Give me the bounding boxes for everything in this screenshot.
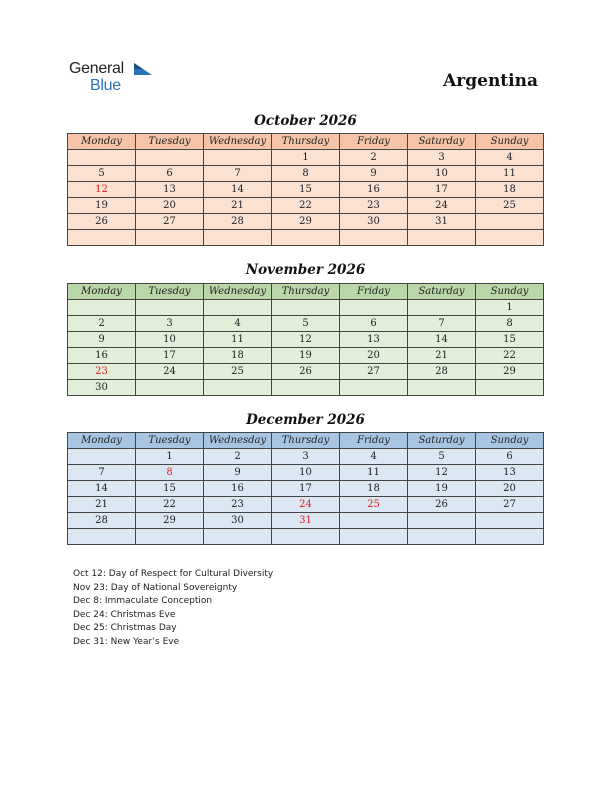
day-cell: 12	[272, 332, 340, 348]
day-cell: 20	[340, 348, 408, 364]
day-cell: 22	[476, 348, 544, 364]
day-cell: 17	[408, 182, 476, 198]
day-cell: 28	[204, 214, 272, 230]
month-title: November 2026	[245, 262, 366, 278]
day-cell	[408, 380, 476, 396]
day-cell	[340, 380, 408, 396]
week-row	[68, 449, 544, 465]
day-cell: 7	[204, 166, 272, 182]
week-row	[68, 182, 544, 198]
day-cell: 14	[68, 481, 136, 497]
logo-triangle-icon	[133, 62, 153, 76]
day-cell: 17	[272, 481, 340, 497]
day-cell: 18	[476, 182, 544, 198]
day-cell	[476, 380, 544, 396]
day-cell	[340, 513, 408, 529]
day-cell	[408, 300, 476, 316]
day-cell: 3	[272, 449, 340, 465]
week-row	[68, 497, 544, 513]
day-cell: 18	[340, 481, 408, 497]
day-cell: 25	[204, 364, 272, 380]
holiday-note: Dec 25: Christmas Day	[73, 623, 177, 634]
day-cell: 30	[340, 214, 408, 230]
day-cell: 5	[68, 166, 136, 182]
day-cell: 19	[272, 348, 340, 364]
logo-word-blue: Blue	[90, 77, 121, 94]
day-cell: 27	[136, 214, 204, 230]
day-cell: 22	[272, 198, 340, 214]
day-cell: 2	[340, 150, 408, 166]
day-cell: 31	[272, 513, 340, 529]
weekday-header: Saturday	[408, 284, 476, 300]
holiday-note: Dec 24: Christmas Eve	[73, 609, 176, 620]
day-cell	[204, 380, 272, 396]
day-cell	[476, 214, 544, 230]
weekday-header: Wednesday	[204, 284, 272, 300]
day-cell: 27	[340, 364, 408, 380]
week-row	[68, 166, 544, 182]
day-cell: 27	[476, 497, 544, 513]
day-cell: 19	[68, 198, 136, 214]
day-cell: 6	[340, 316, 408, 332]
day-cell: 24	[272, 497, 340, 513]
day-cell: 15	[272, 182, 340, 198]
day-cell: 16	[68, 348, 136, 364]
weekday-header: Saturday	[408, 433, 476, 449]
day-cell: 21	[204, 198, 272, 214]
week-row	[68, 214, 544, 230]
day-cell	[476, 529, 544, 545]
day-cell	[204, 529, 272, 545]
day-cell: 13	[340, 332, 408, 348]
day-cell: 20	[476, 481, 544, 497]
day-cell	[408, 513, 476, 529]
day-cell	[136, 529, 204, 545]
day-cell: 12	[408, 465, 476, 481]
holiday-note: Dec 8: Immaculate Conception	[73, 596, 213, 607]
day-cell: 13	[136, 182, 204, 198]
day-cell	[68, 230, 136, 246]
week-row	[68, 529, 544, 545]
day-cell: 10	[136, 332, 204, 348]
logo-word-general: General	[69, 60, 124, 77]
day-cell	[68, 449, 136, 465]
day-cell: 7	[408, 316, 476, 332]
day-cell: 3	[136, 316, 204, 332]
day-cell: 19	[408, 481, 476, 497]
day-cell: 12	[68, 182, 136, 198]
week-row	[68, 465, 544, 481]
week-row	[68, 300, 544, 316]
weekday-header: Wednesday	[204, 433, 272, 449]
day-cell: 26	[408, 497, 476, 513]
day-cell	[68, 150, 136, 166]
day-cell: 15	[136, 481, 204, 497]
holiday-notes	[73, 568, 273, 650]
weekday-header: Monday	[68, 134, 136, 150]
day-cell: 4	[476, 150, 544, 166]
weekday-header-row	[68, 134, 544, 150]
day-cell: 29	[476, 364, 544, 380]
weekday-header: Thursday	[272, 134, 340, 150]
day-cell	[136, 230, 204, 246]
day-cell	[204, 150, 272, 166]
day-cell: 9	[340, 166, 408, 182]
day-cell: 10	[408, 166, 476, 182]
weekday-header: Friday	[340, 134, 408, 150]
day-cell	[204, 300, 272, 316]
weekday-header: Thursday	[272, 433, 340, 449]
weekday-header: Friday	[340, 284, 408, 300]
day-cell	[136, 300, 204, 316]
day-cell: 5	[272, 316, 340, 332]
day-cell: 29	[136, 513, 204, 529]
day-cell: 5	[408, 449, 476, 465]
day-cell: 2	[68, 316, 136, 332]
day-cell: 11	[340, 465, 408, 481]
weekday-header: Sunday	[476, 433, 544, 449]
weekday-header: Sunday	[476, 284, 544, 300]
day-cell: 28	[408, 364, 476, 380]
day-cell: 17	[136, 348, 204, 364]
day-cell: 1	[136, 449, 204, 465]
day-cell	[476, 230, 544, 246]
weekday-header: Saturday	[408, 134, 476, 150]
day-cell: 16	[204, 481, 272, 497]
week-row	[68, 332, 544, 348]
day-cell	[272, 380, 340, 396]
week-row	[68, 198, 544, 214]
day-cell: 8	[136, 465, 204, 481]
day-cell: 15	[476, 332, 544, 348]
week-row	[68, 364, 544, 380]
day-cell	[136, 380, 204, 396]
week-row	[68, 348, 544, 364]
day-cell: 24	[408, 198, 476, 214]
holiday-note: Dec 31: New Year’s Eve	[73, 636, 180, 647]
week-row	[68, 380, 544, 396]
calendar-december	[67, 432, 544, 545]
day-cell: 4	[204, 316, 272, 332]
week-row	[68, 481, 544, 497]
day-cell: 11	[476, 166, 544, 182]
day-cell	[136, 150, 204, 166]
day-cell: 8	[476, 316, 544, 332]
day-cell: 31	[408, 214, 476, 230]
month-title: October 2026	[254, 113, 357, 129]
day-cell: 23	[204, 497, 272, 513]
day-cell	[68, 529, 136, 545]
day-cell	[340, 230, 408, 246]
day-cell: 2	[204, 449, 272, 465]
day-cell	[204, 230, 272, 246]
weekday-header: Tuesday	[136, 284, 204, 300]
holiday-note: Nov 23: Day of National Sovereignty	[73, 582, 238, 593]
day-cell: 21	[408, 348, 476, 364]
day-cell: 6	[476, 449, 544, 465]
day-cell	[476, 513, 544, 529]
day-cell: 23	[340, 198, 408, 214]
weekday-header: Monday	[68, 284, 136, 300]
week-row	[68, 316, 544, 332]
day-cell: 9	[204, 465, 272, 481]
weekday-header: Tuesday	[136, 433, 204, 449]
weekday-header: Friday	[340, 433, 408, 449]
weekday-header: Tuesday	[136, 134, 204, 150]
day-cell	[68, 300, 136, 316]
month-title: December 2026	[246, 412, 365, 428]
week-row	[68, 230, 544, 246]
day-cell: 1	[476, 300, 544, 316]
generalblue-logo	[69, 60, 169, 96]
day-cell: 11	[204, 332, 272, 348]
day-cell: 28	[68, 513, 136, 529]
day-cell	[272, 529, 340, 545]
day-cell: 3	[408, 150, 476, 166]
day-cell: 8	[272, 166, 340, 182]
day-cell: 6	[136, 166, 204, 182]
week-row	[68, 150, 544, 166]
day-cell: 29	[272, 214, 340, 230]
day-cell	[340, 529, 408, 545]
day-cell: 20	[136, 198, 204, 214]
day-cell: 30	[204, 513, 272, 529]
day-cell: 16	[340, 182, 408, 198]
day-cell: 1	[272, 150, 340, 166]
day-cell: 7	[68, 465, 136, 481]
day-cell	[272, 230, 340, 246]
week-row	[68, 513, 544, 529]
day-cell: 13	[476, 465, 544, 481]
calendar-november	[67, 283, 544, 396]
weekday-header: Thursday	[272, 284, 340, 300]
day-cell: 24	[136, 364, 204, 380]
weekday-header: Sunday	[476, 134, 544, 150]
country-title: Argentina	[443, 71, 538, 91]
calendar-october	[67, 133, 544, 246]
day-cell: 18	[204, 348, 272, 364]
day-cell: 26	[272, 364, 340, 380]
holiday-note: Oct 12: Day of Respect for Cultural Diversity	[73, 569, 274, 579]
day-cell	[408, 230, 476, 246]
weekday-header-row	[68, 284, 544, 300]
day-cell: 9	[68, 332, 136, 348]
weekday-header: Wednesday	[204, 134, 272, 150]
day-cell	[340, 300, 408, 316]
day-cell: 14	[204, 182, 272, 198]
day-cell: 10	[272, 465, 340, 481]
day-cell: 4	[340, 449, 408, 465]
day-cell: 25	[476, 198, 544, 214]
day-cell	[408, 529, 476, 545]
weekday-header: Monday	[68, 433, 136, 449]
day-cell: 14	[408, 332, 476, 348]
day-cell: 22	[136, 497, 204, 513]
day-cell: 25	[340, 497, 408, 513]
weekday-header-row	[68, 433, 544, 449]
day-cell	[272, 300, 340, 316]
day-cell: 26	[68, 214, 136, 230]
day-cell: 30	[68, 380, 136, 396]
day-cell: 21	[68, 497, 136, 513]
day-cell: 23	[68, 364, 136, 380]
